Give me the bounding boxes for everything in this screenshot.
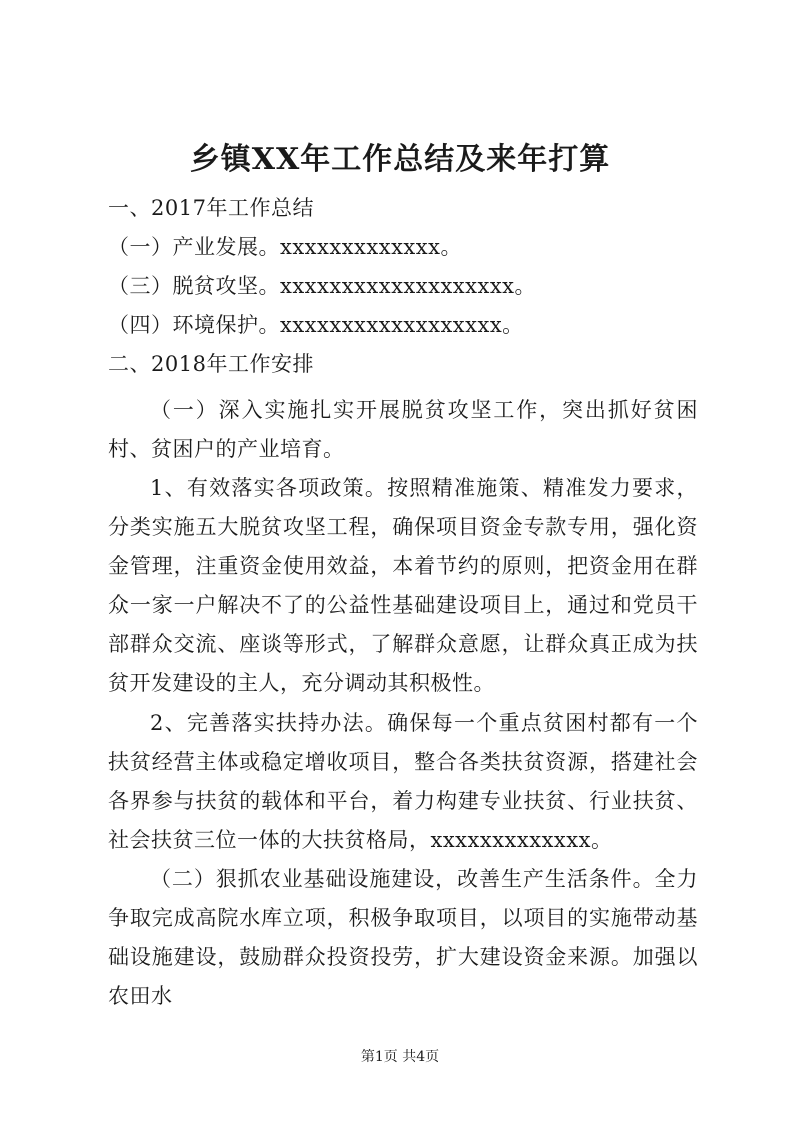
paragraph-1: （一）深入实施扎实开展脱贫攻坚工作，突出抓好贫困村、贫困户的产业培育。 bbox=[108, 398, 698, 461]
item-poverty: （三）脱贫攻坚。xxxxxxxxxxxxxxxxxxx。 bbox=[108, 274, 537, 298]
paragraph-2: 1、有效落实各项政策。按照精准施策、精准发力要求，分类实施五大脱贫攻坚工程，确保项目资金专款专用，强化资金管理，注重资金使用效益，本着节约的原则，把资金用在群众一家一户解决不了的公益性基础建设项目上，通过和党员干部群众交流、座谈等形式，了解群众意愿，让群众真正成为扶贫开发建设的主人，充分调动其积极性。 bbox=[108, 476, 698, 695]
document-title: 乡镇XX年工作总结及来年打算 bbox=[189, 142, 611, 177]
section-heading-1: 一、2017年工作总结 bbox=[108, 196, 314, 220]
section-heading-2: 二、2018年工作安排 bbox=[108, 352, 314, 376]
page-number: 第1页 共4页 bbox=[360, 1049, 440, 1065]
paragraph-3: 2、完善落实扶持办法。确保每一个重点贫困村都有一个扶贫经营主体或稳定增收项目，整合各类扶贫资源，搭建社会各界参与扶贫的载体和平台，着力构建专业扶贫、行业扶贫、社会扶贫三位一体的大扶贫格局，xxxxxxxxxxxxx。 bbox=[108, 711, 698, 852]
item-industry: （一）产业发展。xxxxxxxxxxxxx。 bbox=[108, 235, 462, 259]
item-environment: （四）环境保护。xxxxxxxxxxxxxxxxxx。 bbox=[108, 313, 524, 337]
paragraph-4: （二）狠抓农业基础设施建设，改善生产生活条件。全力争取完成高院水库立项，积极争取项目，以项目的实施带动基础设施建设，鼓励群众投资投劳，扩大建设资金来源。加强以农田水 bbox=[108, 867, 698, 1008]
